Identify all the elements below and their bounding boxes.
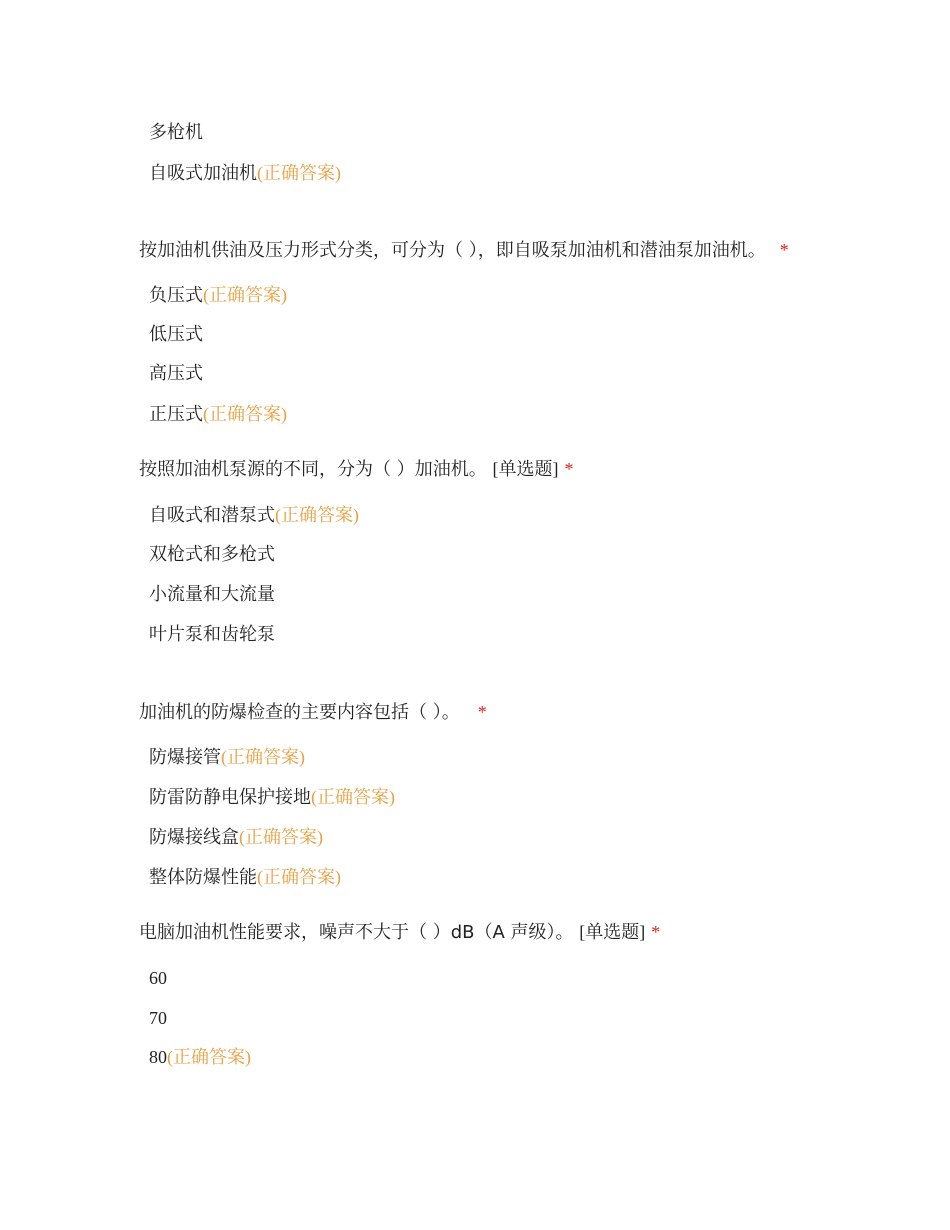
question-text: 按照加油机泵源的不同，分为（ ）加油机。 (139, 459, 487, 480)
option-item (149, 1045, 251, 1069)
correct-answer-marker: (正确答案) (311, 787, 395, 807)
option-item (149, 623, 275, 647)
option-text: 70 (149, 1008, 167, 1028)
option-item (149, 966, 167, 990)
option-text: 80 (149, 1047, 167, 1067)
question-title (139, 700, 487, 725)
required-marker: * (477, 702, 487, 722)
option-text: 正压式 (149, 404, 203, 425)
option-text: 自吸式加油机 (149, 163, 257, 184)
question-text: 加油机的防爆检查的主要内容包括（ ）。 (139, 702, 460, 723)
option-text: 低压式 (149, 324, 203, 345)
option-text: 防雷防静电保护接地 (149, 787, 311, 808)
option-item (149, 402, 287, 427)
question-text: 电脑加油机性能要求，噪声不大于（ ）dB（A 声级）。 (139, 922, 574, 943)
correct-answer-marker: (正确答案) (203, 285, 287, 305)
question-title (139, 238, 789, 263)
option-item (149, 865, 341, 890)
option-text: 多枪机 (149, 122, 203, 143)
option-item (149, 1006, 167, 1030)
question-type-tag: [单选题] (579, 922, 646, 942)
correct-answer-marker: (正确答案) (221, 747, 305, 767)
option-item (149, 121, 203, 145)
option-text: 高压式 (149, 363, 203, 384)
option-text: 小流量和大流量 (149, 584, 275, 605)
question-type-tag: [单选题] (492, 459, 559, 479)
option-item (149, 283, 287, 308)
question-title (139, 920, 660, 945)
correct-answer-marker: (正确答案) (275, 505, 359, 525)
option-text: 防爆接线盒 (149, 827, 239, 848)
question-text: 按加油机供油及压力形式分类，可分为（ ），即自吸泵加油机和潜油泵加油机。 (139, 240, 766, 261)
required-marker: * (779, 240, 789, 260)
option-item (149, 785, 395, 810)
option-text: 双枪式和多枪式 (149, 544, 275, 565)
option-item (149, 362, 203, 386)
option-item (149, 161, 341, 186)
option-text: 叶片泵和齿轮泵 (149, 624, 275, 645)
option-item (149, 503, 359, 528)
option-item (149, 825, 323, 850)
correct-answer-marker: (正确答案) (257, 867, 341, 887)
correct-answer-marker: (正确答案) (239, 827, 323, 847)
option-item (149, 323, 203, 347)
option-text: 负压式 (149, 285, 203, 306)
required-marker: * (564, 459, 574, 479)
correct-answer-marker: (正确答案) (203, 404, 287, 424)
correct-answer-marker: (正确答案) (257, 163, 341, 183)
option-item (149, 745, 305, 770)
option-text: 防爆接管 (149, 747, 221, 768)
correct-answer-marker: (正确答案) (167, 1047, 251, 1067)
question-title (139, 457, 573, 482)
option-text: 60 (149, 968, 167, 988)
required-marker: * (651, 922, 661, 942)
option-item (149, 543, 275, 567)
option-text: 整体防爆性能 (149, 867, 257, 888)
option-text: 自吸式和潜泵式 (149, 505, 275, 526)
option-item (149, 583, 275, 607)
